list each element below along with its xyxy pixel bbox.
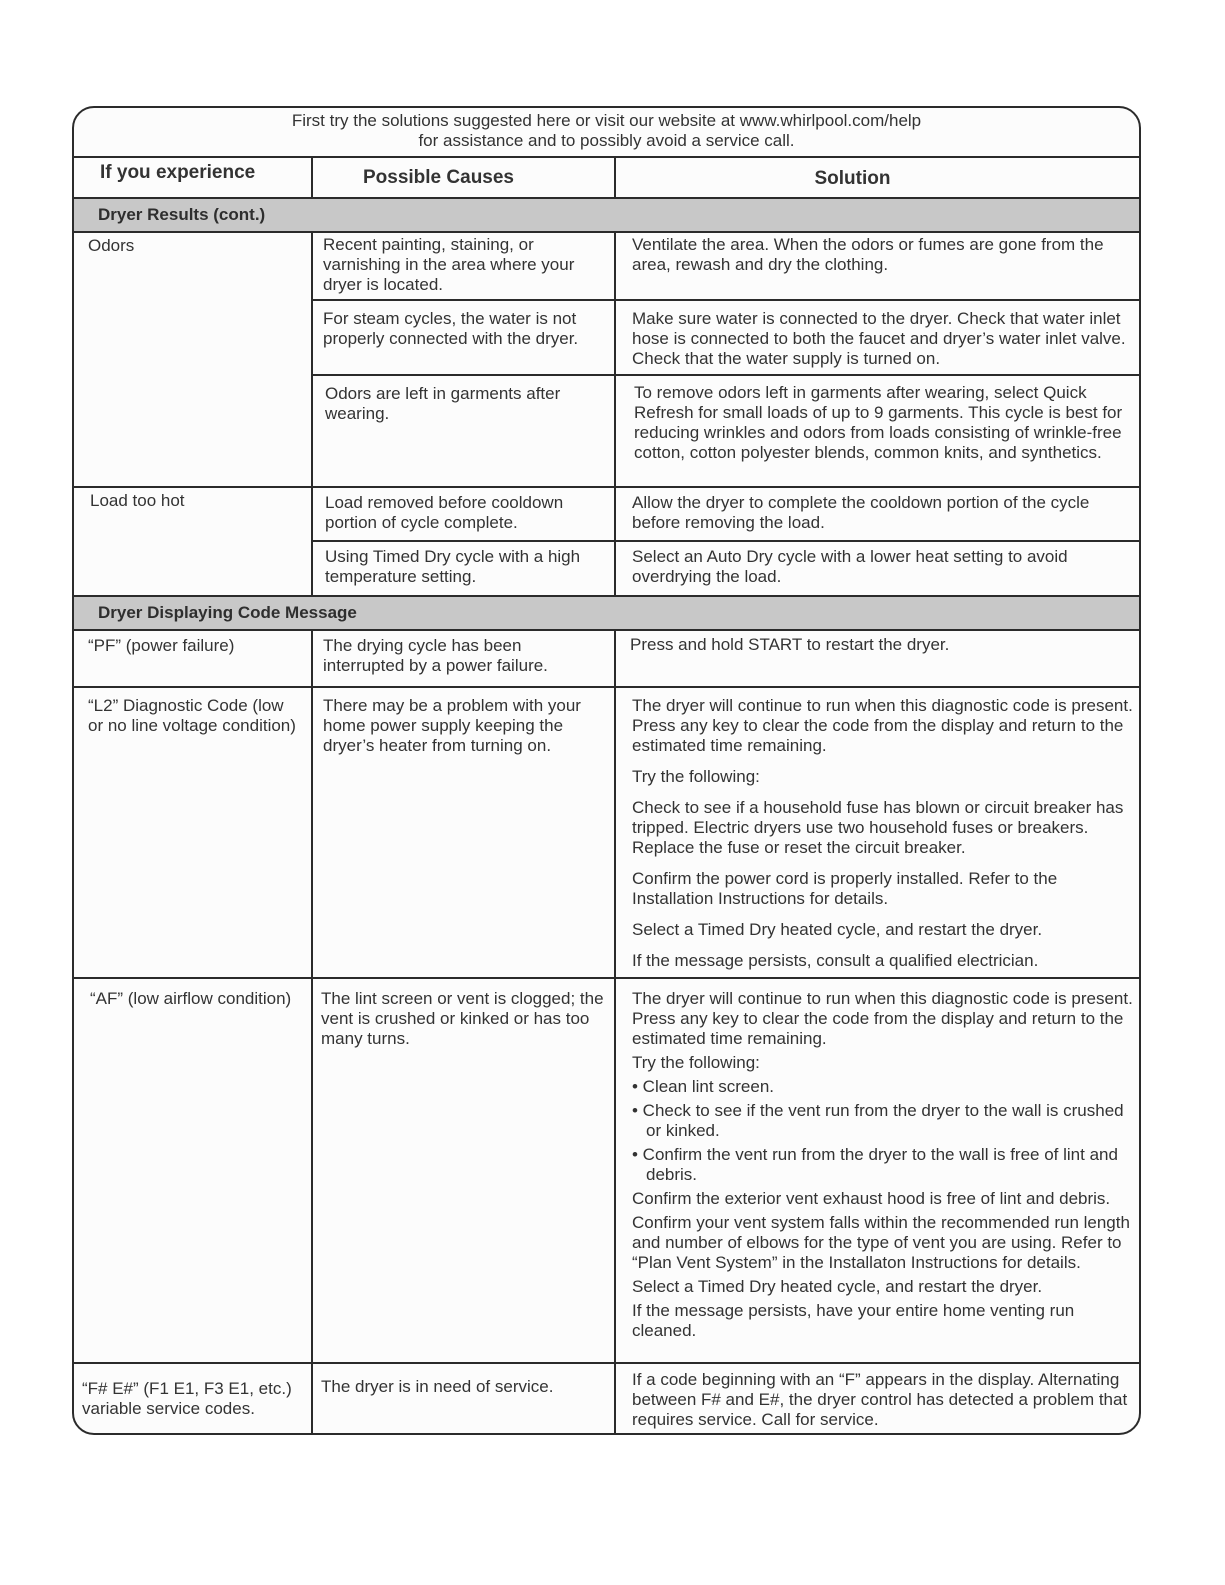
af-solution-5: Select a Timed Dry heated cycle, and restart the dryer. xyxy=(632,1277,1043,1296)
load-hot-cause-2: Using Timed Dry cycle with a high temperature setting. xyxy=(311,542,614,597)
pf-solution: Press and hold START to restart the dryer. xyxy=(614,631,1139,688)
fe-experience: “F# E#” (F1 E1, F3 E1, etc.) variable service codes. xyxy=(82,1379,292,1418)
load-hot-cause-1: Load removed before cooldown portion of cycle complete. xyxy=(311,488,614,542)
af-solution-3: Confirm the exterior vent exhaust hood is free of lint and debris. xyxy=(632,1189,1111,1208)
load-hot-experience: Load too hot xyxy=(74,488,311,597)
l2-solution-5: Select a Timed Dry heated cycle, and restart the dryer. xyxy=(632,920,1043,939)
load-hot-solution-1: Allow the dryer to complete the cooldown portion of the cycle before removing the load. xyxy=(614,488,1139,542)
l2-solution xyxy=(614,688,1139,979)
af-solution-1: The dryer will continue to run when this diagnostic code is present. Press any key to clear the code from the display and return to the estimated time remaining. xyxy=(632,989,1133,1048)
odors-solution-2: Make sure water is connected to the dryer. Check that water inlet hose is connected to both the faucet and dryer’s water inlet valve. Check that the water supply is turned on. xyxy=(614,301,1139,376)
af-bullet-2: • Check to see if the vent run from the dryer to the wall is crushed or kinked. xyxy=(632,1101,1124,1140)
troubleshooting-table xyxy=(72,106,1141,1435)
header-solution: Solution xyxy=(614,158,1139,199)
l2-solution-2: Try the following: xyxy=(632,767,760,786)
intro-text xyxy=(74,108,1139,158)
af-solution xyxy=(614,979,1139,1364)
table-grid xyxy=(74,158,1139,1434)
odors-cause-2: For steam cycles, the water is not properly connected with the dryer. xyxy=(311,301,614,376)
l2-solution-6: If the message persists, consult a qualified electrician. xyxy=(632,951,1039,970)
odors-cause-1: Recent painting, staining, or varnishing in the area where your dryer is located. xyxy=(311,233,614,301)
load-hot-solution-2: Select an Auto Dry cycle with a lower heat setting to avoid overdrying the load. xyxy=(614,542,1139,597)
l2-solution-3: Check to see if a household fuse has blown or circuit breaker has tripped. Electric dryers use two household fuses or breakers. Replace the fuse or reset the circuit breaker. xyxy=(632,798,1124,857)
af-solution-6: If the message persists, have your entire home venting run cleaned. xyxy=(632,1301,1075,1340)
intro-line-2: for assistance and to possibly avoid a service call. xyxy=(418,131,795,150)
fe-cause: The dryer is in need of service. xyxy=(311,1364,614,1434)
section-dryer-code: Dryer Displaying Code Message xyxy=(74,597,1139,631)
af-bullet-1: • Clean lint screen. xyxy=(632,1077,775,1096)
fe-solution: If a code beginning with an “F” appears in the display. Alternating between F# and E#, the dryer control has detected a problem that requires service. Call for service. xyxy=(614,1364,1139,1434)
odors-solution-1: Ventilate the area. When the odors or fumes are gone from the area, rewash and dry the clothing. xyxy=(614,233,1139,301)
l2-solution-1: The dryer will continue to run when this diagnostic code is present. Press any key to clear the code from the display and return to the estimated time remaining. xyxy=(632,696,1133,755)
af-solution-4: Confirm your vent system falls within the recommended run length and number of elbows for the type of vent you are using. Refer to “Plan Vent System” in the Installaton Instructions for details. xyxy=(632,1213,1130,1272)
l2-cause: There may be a problem with your home power supply keeping the dryer’s heater from turning on. xyxy=(311,688,614,979)
af-solution-2: Try the following: xyxy=(632,1053,760,1072)
af-cause: The lint screen or vent is clogged; the vent is crushed or kinked or has too many turns. xyxy=(311,979,614,1364)
l2-experience: “L2” Diagnostic Code (low or no line voltage condition) xyxy=(74,688,311,979)
header-experience: If you experience xyxy=(74,158,311,199)
section-dryer-results: Dryer Results (cont.) xyxy=(74,199,1139,233)
l2-solution-4: Confirm the power cord is properly installed. Refer to the Installation Instructions for details. xyxy=(632,869,1058,908)
pf-cause: The drying cycle has been interrupted by a power failure. xyxy=(311,631,614,688)
af-experience: “AF” (low airflow condition) xyxy=(74,979,311,1364)
pf-experience: “PF” (power failure) xyxy=(74,631,311,688)
intro-line-1: First try the solutions suggested here or visit our website at www.whirlpool.com/help xyxy=(291,111,922,130)
af-bullet-3: • Confirm the vent run from the dryer to the wall is free of lint and debris. xyxy=(632,1145,1118,1184)
header-causes: Possible Causes xyxy=(311,158,614,199)
odors-cause-3: Odors are left in garments after wearing. xyxy=(311,376,614,488)
odors-solution-3: To remove odors left in garments after wearing, select Quick Refresh for small loads of up to 9 garments. This cycle is best for reducing wrinkles and odors from loads consisting of wrinkle-free cotton, cotton polyester blends, common knits, and synthetics. xyxy=(614,376,1139,488)
odors-experience: Odors xyxy=(74,233,311,488)
